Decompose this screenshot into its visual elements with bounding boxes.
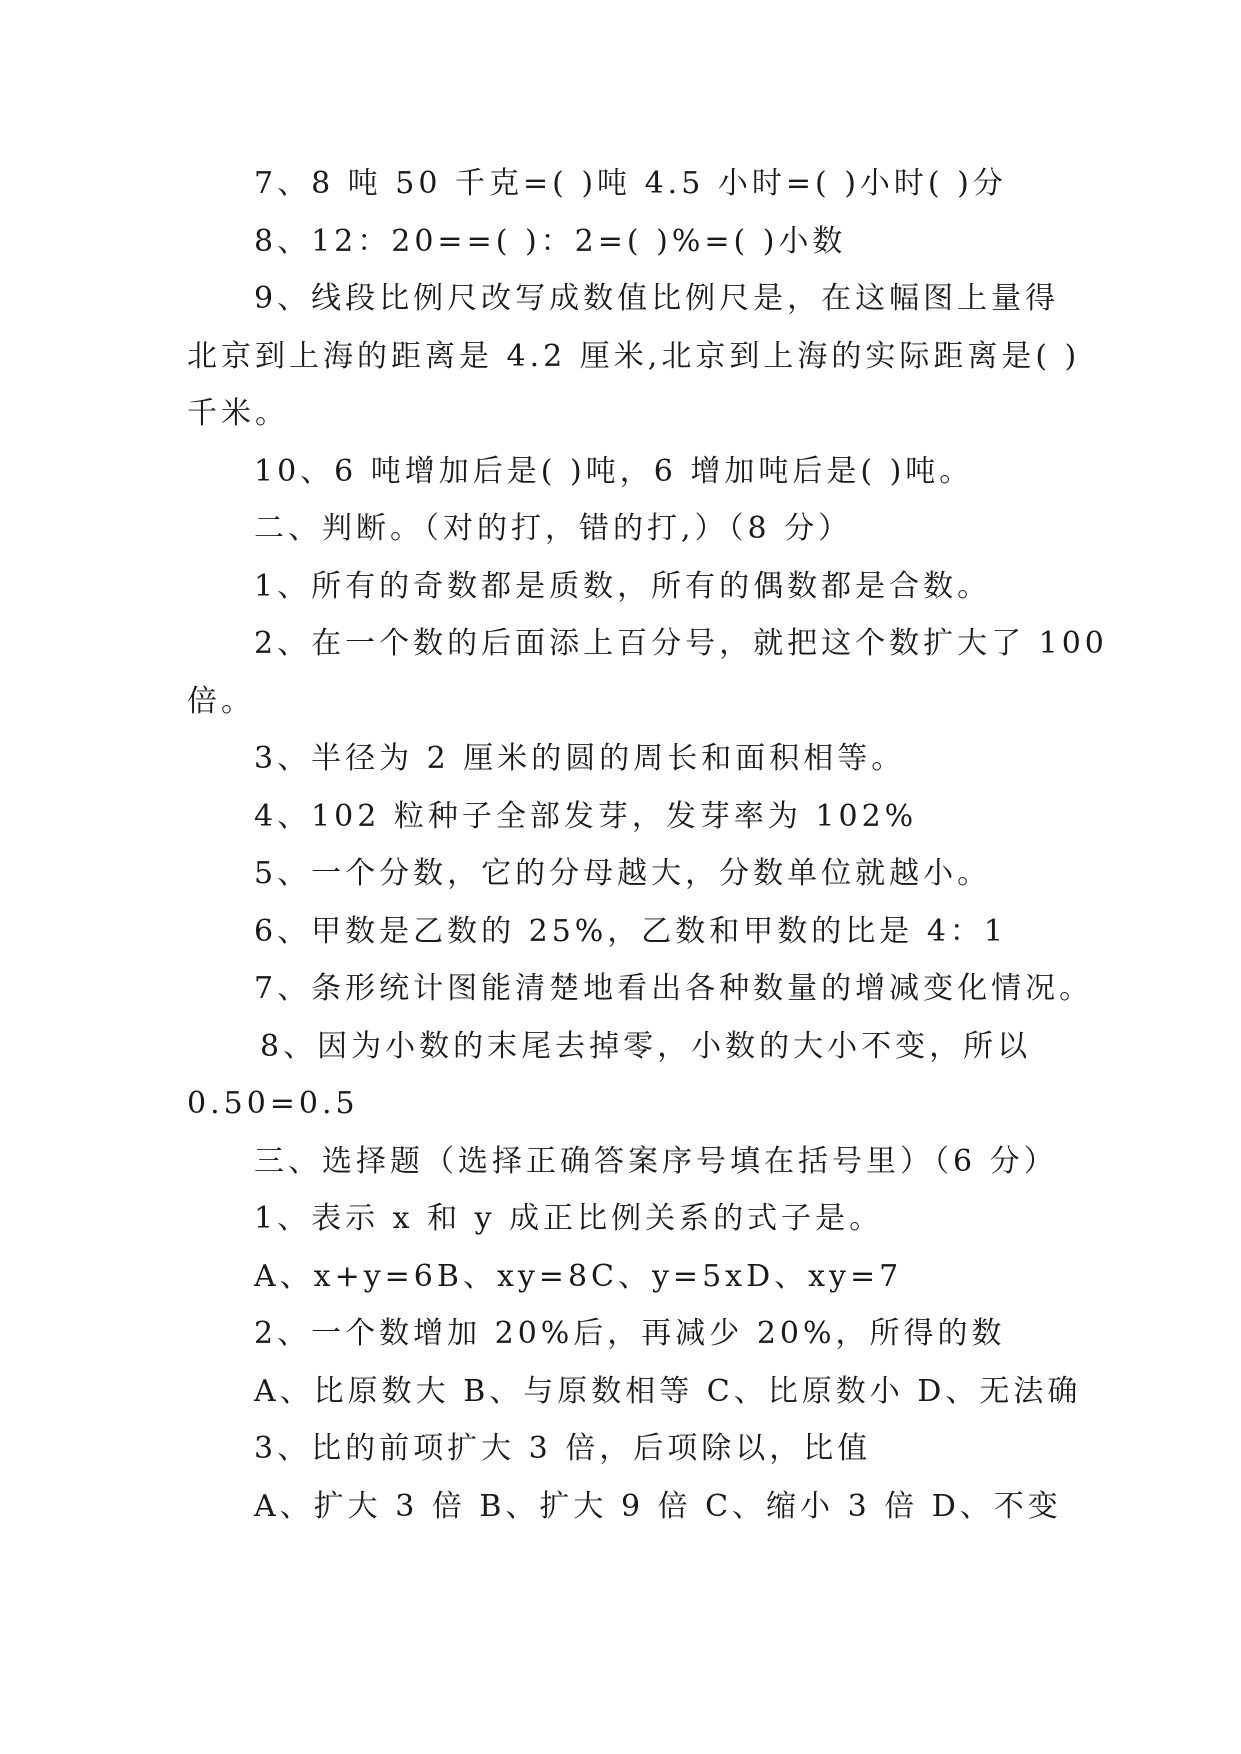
question-fill-9-line-1: 9、线段比例尺改写成数值比例尺是，在这幅图上量得 [254, 281, 1060, 316]
question-judge-2-line-1: 2、在一个数的后面添上百分号，就把这个数扩大了 100 [254, 626, 1108, 661]
question-judge-4: 4、102 粒种子全部发芽，发芽率为 102% [254, 799, 918, 834]
section-heading-choice: 三、选择题（选择正确答案序号填在括号里）（6 分） [254, 1144, 1058, 1179]
question-choice-3: 3、比的前项扩大 3 倍，后项除以，比值 [254, 1431, 872, 1466]
question-fill-7: 7、8 吨 50 千克=( )吨 4.5 小时=( )小时( )分 [254, 166, 1007, 201]
question-fill-9-line-3: 千米。 [187, 396, 289, 431]
question-fill-10: 10、6 吨增加后是( )吨，6 增加吨后是( )吨。 [254, 454, 974, 489]
question-judge-5: 5、一个分数，它的分母越大，分数单位就越小。 [254, 856, 992, 891]
question-judge-3: 3、半径为 2 厘米的圆的周长和面积相等。 [254, 741, 906, 776]
question-choice-2-options: A、比原数大 B、与原数相等 C、比原数小 D、无法确 [254, 1374, 1082, 1409]
question-judge-8-line-2: 0.50=0.5 [187, 1086, 359, 1121]
question-judge-2-line-2: 倍。 [187, 684, 255, 719]
question-choice-2: 2、一个数增加 20%后，再减少 20%，所得的数 [254, 1316, 1006, 1351]
question-choice-3-options: A、扩大 3 倍 B、扩大 9 倍 C、缩小 3 倍 D、不变 [254, 1489, 1062, 1524]
question-choice-1: 1、表示 x 和 y 成正比例关系的式子是。 [254, 1201, 884, 1236]
question-judge-7: 7、条形统计图能清楚地看出各种数量的增减变化情况。 [254, 971, 1094, 1006]
question-choice-1-options: A、x+y=6B、xy=8C、y=5xD、xy=7 [254, 1259, 903, 1294]
question-judge-1: 1、所有的奇数都是质数，所有的偶数都是合数。 [254, 569, 992, 604]
question-judge-8-line-1: 8、因为小数的末尾去掉零，小数的大小不变，所以 [260, 1029, 1032, 1064]
question-judge-6: 6、甲数是乙数的 25%，乙数和甲数的比是 4：1 [254, 914, 1008, 949]
section-heading-judgment: 二、判断。（对的打，错的打,）（8 分） [254, 511, 853, 546]
question-fill-9-line-2: 北京到上海的距离是 4.2 厘米,北京到上海的实际距离是( ) [187, 339, 1081, 374]
question-fill-8: 8、12：20==( )：2=( )%=( )小数 [254, 224, 847, 259]
